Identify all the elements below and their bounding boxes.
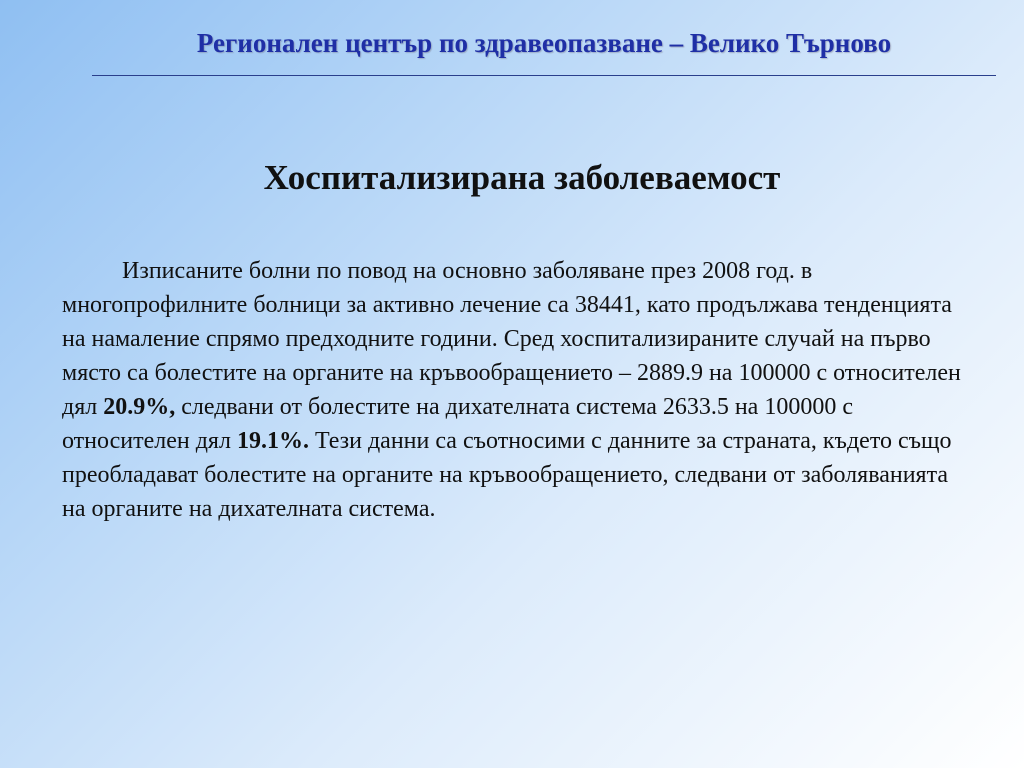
paragraph-text-part-1: Изписаните болни по повод на основно заболяване през 2008 год. в многопрофилните болници за активно лечение са 38441, като продължава тенденцията на намаление спрямо предходните години. Сред хоспитализираните случай на първо място са болестите на органите на кръвообращението – 2889.9 на 100000 с относителен дял [62,258,961,420]
highlight-percentage-respiratory: 19.1%. [236,428,309,454]
body-paragraph [62,254,968,526]
header-divider [92,75,996,76]
highlight-percentage-circulatory: 20.9%, [103,394,176,420]
slide-title: Хоспитализирана заболеваемост [263,158,781,197]
paragraph-text-part-2: следвани от болестите на дихателната система 2633.5 на 100000 с относителен дял [62,394,853,454]
header-title: Регионален център по здравеопазване – Велико Търново [196,28,892,58]
paragraph-text-part-3: Тези данни са съотносими с данните за страната, където също преобладават болестите на органите на кръвообращението, следвани от заболяванията на органите на дихателната система. [62,428,952,522]
